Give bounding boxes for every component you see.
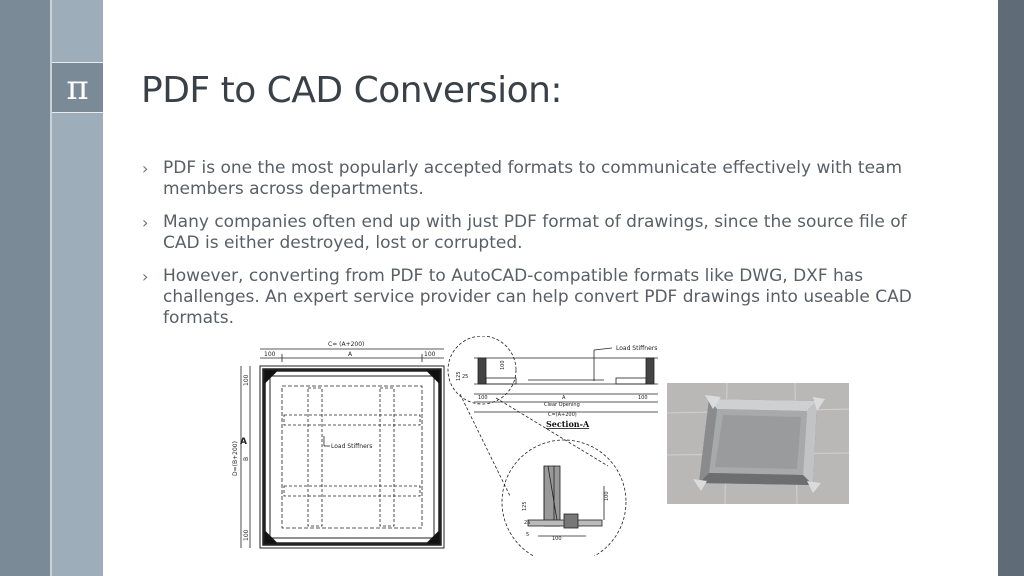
section-100-right: 100 xyxy=(638,395,648,401)
bullet-item xyxy=(142,158,942,200)
detail-100-v: 100 xyxy=(604,491,610,501)
dim-100-right: 100 xyxy=(424,351,436,358)
section-label: Load Stiffners xyxy=(616,345,658,352)
detail-125: 125 xyxy=(522,501,528,511)
dim-a: A xyxy=(348,351,353,358)
section-title: Section-A xyxy=(546,419,590,429)
bullet-text: PDF is one the most popularly accepted formats to communicate effectively with team members across departments. xyxy=(163,158,903,199)
section-c: C=(A+200) xyxy=(548,412,577,418)
slide-title: PDF to CAD Conversion: xyxy=(141,70,563,111)
detail-5: 5 xyxy=(526,532,530,538)
section-100-left: 100 xyxy=(478,395,488,401)
right-band xyxy=(998,0,1024,576)
chevron-right-icon: › xyxy=(142,213,149,232)
bullet-text: However, converting from PDF to AutoCAD-compatible formats like DWG, DXF has challenges. An expert service provider can help convert PDF drawings into useable CAD formats. xyxy=(163,266,912,328)
bullet-list xyxy=(142,158,942,341)
sec-dim-125: 125 xyxy=(456,371,462,381)
sec-dim-25: 25 xyxy=(462,374,469,380)
dim-100-left: 100 xyxy=(264,351,276,358)
dim-side: D=(B+200) xyxy=(232,441,239,476)
dim-side-b: B xyxy=(243,456,250,461)
left-band-outer xyxy=(0,0,52,576)
detail-view xyxy=(448,336,626,556)
section-view xyxy=(456,345,658,429)
pi-logo-glyph: π xyxy=(66,67,89,108)
dim-side-100-bottom: 100 xyxy=(243,529,250,541)
dim-top: C= (A+200) xyxy=(328,341,365,348)
chevron-right-icon: › xyxy=(142,159,149,178)
detail-100-h: 100 xyxy=(552,536,562,542)
section-a: A xyxy=(562,395,566,401)
chevron-right-icon: › xyxy=(142,267,149,286)
detail-25: 25 xyxy=(524,520,531,526)
dim-side-100-top: 100 xyxy=(243,374,250,386)
pi-logo xyxy=(52,62,103,113)
bullet-text: Many companies often end up with just PDF format of drawings, since the source file of CAD is either destroyed, lost or corrupted. xyxy=(163,212,907,253)
section-marker: A xyxy=(240,437,247,447)
plan-label: Load Stiffners xyxy=(331,443,373,450)
section-clear: Clear Opening xyxy=(544,402,580,408)
bullet-item xyxy=(142,266,942,329)
sec-dim-100: 100 xyxy=(500,360,506,370)
bullet-item xyxy=(142,212,942,254)
manhole-frame-photo xyxy=(667,383,849,504)
cad-drawing xyxy=(228,336,668,556)
plan-view xyxy=(232,341,444,548)
